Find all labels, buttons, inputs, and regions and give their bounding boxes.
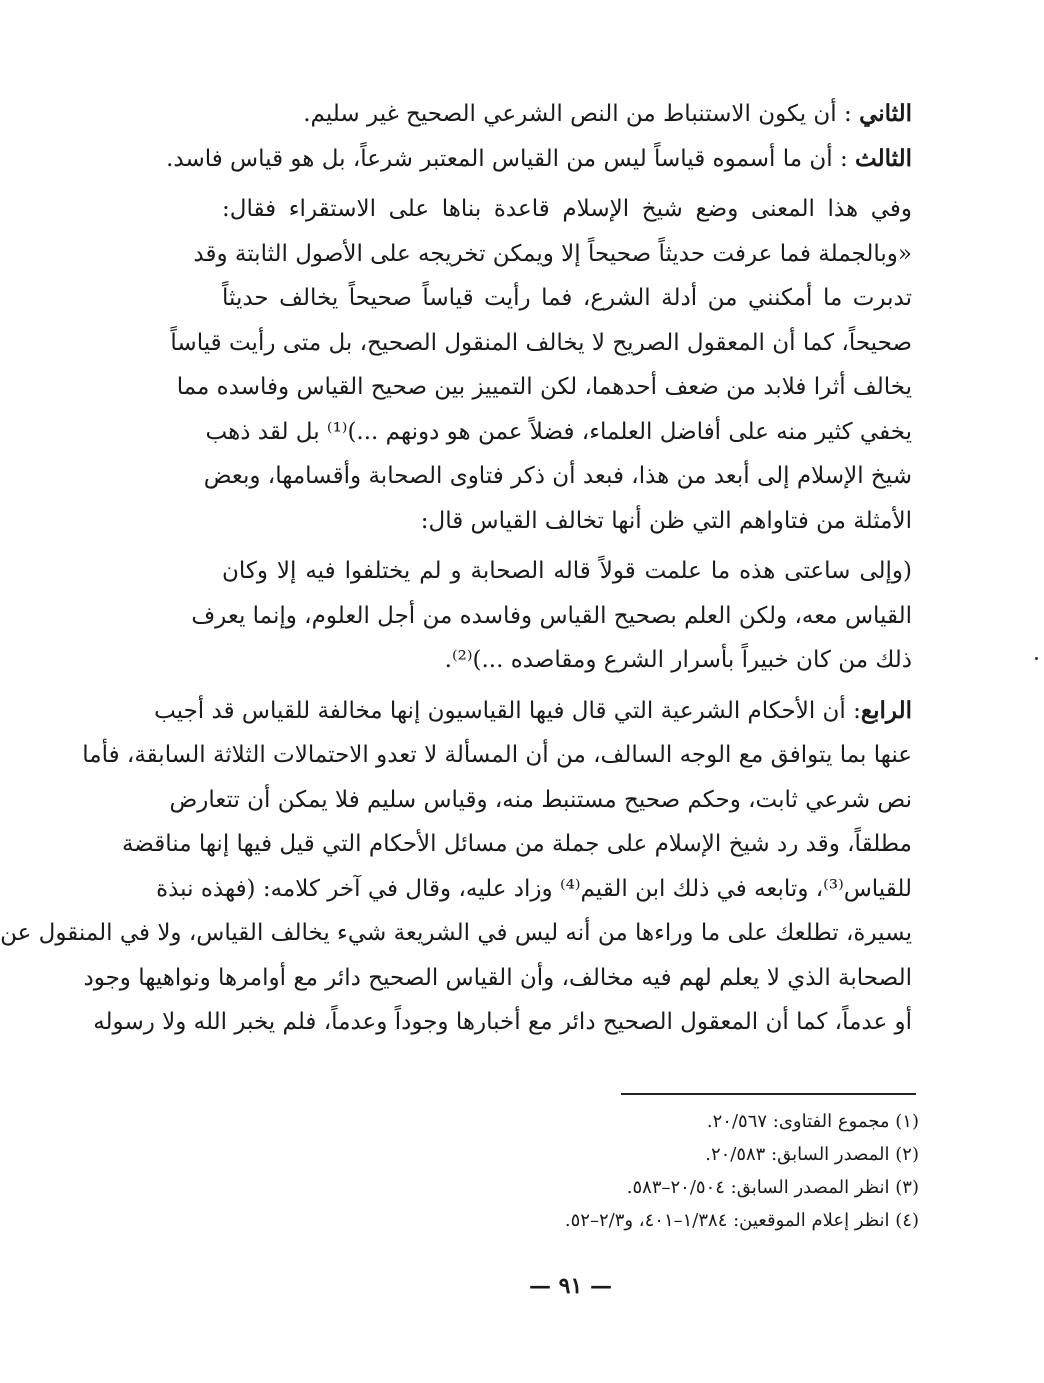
text-line: للقياس⁽³⁾، وتابعه في ذلك ابن القيم⁽⁴⁾ وزاد عليه، وقال في آخر كلامه: (فهذه نبذة [156,875,912,902]
text-line: يخالف أثرا فلابد من ضعف أحدهما، لكن التمييز بين صحيح القياس وفاسده مما [176,374,912,400]
text-line: أو عدماً، كما أن المعقول الصحيح دائر مع أخبارها وجوداً وعدماً، فلم يخبر الله ولا رسوله [93,1009,912,1035]
point-label-third: الثالث [855,144,912,172]
footnote-separator [621,1093,916,1095]
text-line: شيخ الإسلام إلى أبعد من هذا، فبعد أن ذكر فتاوى الصحابة وأقسامها، وبعض [203,463,912,489]
text-line: الصحابة الذي لا يعلم لهم فيه مخالف، وأن القياس الصحيح دائر مع أوامرها ونواهيها وجود [83,964,912,991]
text-line: (وإلى ساعتى هذه ما علمت قولاً قاله الصحابة و لم يختلفوا فيه إلا وكان [222,558,912,584]
paragraph-second-point [222,92,912,137]
paragraph-third-point [166,137,912,182]
margin-dot [1035,657,1038,660]
paragraph-ibn-taymiyyah-rule [170,187,912,543]
main-text [0,92,912,1045]
text-line: الأمثلة من فتاواهم التي ظن أنها تخالف القياس قال: [420,507,912,534]
footnote-1: (١) مجموع الفتاوى: ٢٠/٥٦٧. [706,1111,919,1132]
text-line: «وبالجملة فما عرفت حديثاً صحيحاً إلا ويمكن تخريجه على الأصول الثابتة وقد [193,240,912,267]
text-line: القياس معه، ولكن العلم بصحيح القياس وفاسده من أجل العلوم، وإنما يعرف [191,602,912,629]
text-line: صحيحاً، كما أن المعقول الصريح لا يخالف المنقول الصحيح، بل متى رأيت قياساً [170,329,912,356]
text-line: عنها بما يتوافق مع الوجه السالف، من أن المسألة لا تعدو الاحتمالات الثلاثة السابقة، فأما [82,742,912,768]
footnote-3: (٣) انظر المصدر السابق: ٢٠/٥٠٤–٥٨٣. [626,1177,919,1198]
footnote-2: (٢) المصدر السابق: ٢٠/٥٨٣. [705,1144,919,1165]
point-label-second: الثاني [859,100,912,127]
point-text-third: : أن ما أسموه قياساً ليس من القياس المعتبر شرعاً، بل هو قياس فاسد. [166,145,848,172]
text-line: تدبرت ما أمكنني من أدلة الشرع، فما رأيت قياساً صحيحاً يخالف حديثاً [222,285,912,311]
point-text-fourth: : أن الأحكام الشرعية التي قال فيها القياسيون إنها مخالفة للقياس قد أجيب [154,697,861,724]
text-line: وفي هذا المعنى وضع شيخ الإسلام قاعدة بناها على الاستقراء فقال: [222,196,912,222]
text-line: يخفي كثير منه على أفاضل العلماء، فضلاً عمن هو دونهم ...)⁽¹⁾ بل لقد ذهب [205,418,912,445]
text-line: ذلك من كان خبيراً بأسرار الشرع ومقاصده ...)⁽²⁾. [444,647,912,673]
paragraph-quote [191,549,912,683]
text-line [154,689,912,734]
footnotes [419,1105,919,1237]
footnote-4: (٤) انظر إعلام الموقعين: ١/٣٨٤–٤٠١، و٢/٣–٥٢. [564,1210,919,1231]
page-number: — ٩١ — [529,1273,612,1299]
text-line: نص شرعي ثابت، وحكم صحيح مستنبط منه، وقياس سليم فلا يمكن أن تتعارض [169,786,912,813]
point-text-second: : أن يكون الاستنباط من النص الشرعي الصحيح غير سليم. [303,101,852,127]
text-line: يسيرة، تطلعك على ما وراءها من أنه ليس في الشريعة شيء يخالف القياس، ولا في المنقول عن [0,920,912,946]
text-line: مطلقاً، وقد رد شيخ الإسلام على جملة من مسائل الأحكام التي قيل فيها إنها مناقضة [121,831,912,857]
point-label-fourth: الرابع [860,696,912,724]
paragraph-fourth-point [0,689,912,1045]
